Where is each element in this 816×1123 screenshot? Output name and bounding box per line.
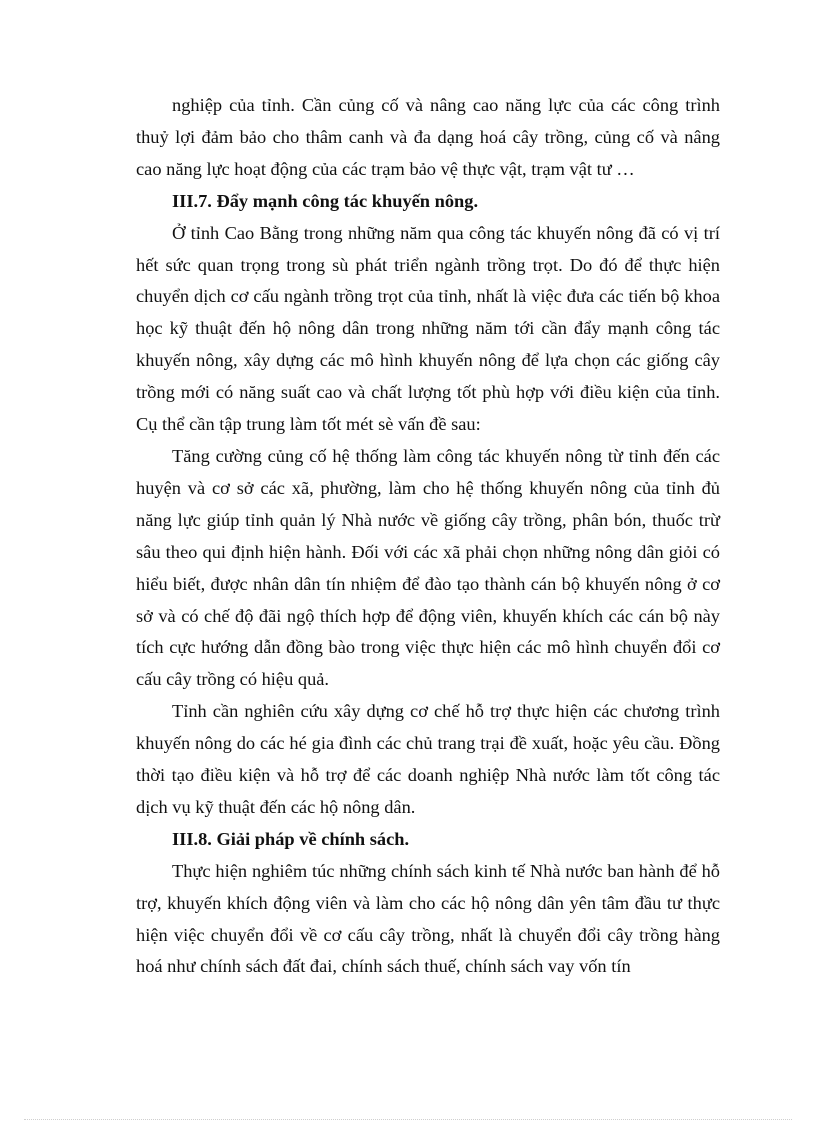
section-8-paragraph-1: Thực hiện nghiêm túc những chính sách kinh tế Nhà nước ban hành để hỗ trợ, khuyến khích động viên và làm cho các hộ nông dân yên tâm đầu tư thực hiện việc chuyển đổi về cơ cấu cây trồng, nhất là chuyển đổi cây trồng hàng hoá như chính sách đất đai, chính sách thuế, chính sách vay vốn tín: [136, 860, 720, 977]
continued-paragraph: nghiệp của tỉnh. Cần củng cố và nâng cao năng lực của các công trình thuỷ lợi đảm bảo cho thâm canh và đa dạng hoá cây trồng, củng cố và nâng cao năng lực hoạt động của các trạm bảo vệ thực vật, trạm vật tư …: [136, 95, 720, 179]
section-heading-7: III.7. Đẩy mạnh công tác khuyến nông.: [172, 190, 479, 211]
section-heading-8: III.8. Giải pháp về chính sách.: [172, 828, 410, 849]
section-7-paragraph-3: Tỉnh cần nghiên cứu xây dựng cơ chế hỗ trợ thực hiện các chương trình khuyến nông do các hé gia đình các chủ trang trại đề xuất, hoặc yêu cầu. Đồng thời tạo điều kiện và hỗ trợ để các doanh nghiệp Nhà nước làm tốt công tác dịch vụ kỹ thuật đến các hộ nông dân.: [136, 701, 720, 817]
document-body: [136, 90, 720, 983]
section-7-paragraph-1: Ở tỉnh Cao Bằng trong những năm qua công tác khuyến nông đã có vị trí hết sức quan trọng trong sù phát triển ngành trồng trọt. Do đó để thực hiện chuyển dịch cơ cấu ngành trồng trọt của tỉnh, nhất là việc đưa các tiến bộ khoa học kỹ thuật đến hộ nông dân trong những năm tới cần đẩy mạnh công tác khuyến nông, xây dựng các mô hình khuyến nông để lựa chọn các giống cây trồng mới có năng suất cao và chất lượng tốt phù hợp với điều kiện của tỉnh. Cụ thể cần tập trung làm tốt mét sè vấn đề sau:: [136, 222, 720, 435]
section-7-paragraph-2: Tăng cường củng cố hệ thống làm công tác khuyến nông từ tỉnh đến các huyện và cơ sở các xã, phường, làm cho hệ thống khuyến nông của tỉnh đủ năng lực giúp tỉnh quản lý Nhà nước về giống cây trồng, phân bón, thuốc trừ sâu theo qui định hiện hành. Đối với các xã phải chọn những nông dân giỏi có hiểu biết, được nhân dân tín nhiệm để đào tạo thành cán bộ khuyến nông ở cơ sở và có chế độ đãi ngộ thích hợp để động viên, khuyến khích các cán bộ này tích cực hướng dẫn đồng bào trong việc thực hiện các mô hình chuyển đổi cơ cấu cây trồng có hiệu quả.: [136, 445, 720, 690]
page-bottom-divider: [24, 1119, 792, 1120]
